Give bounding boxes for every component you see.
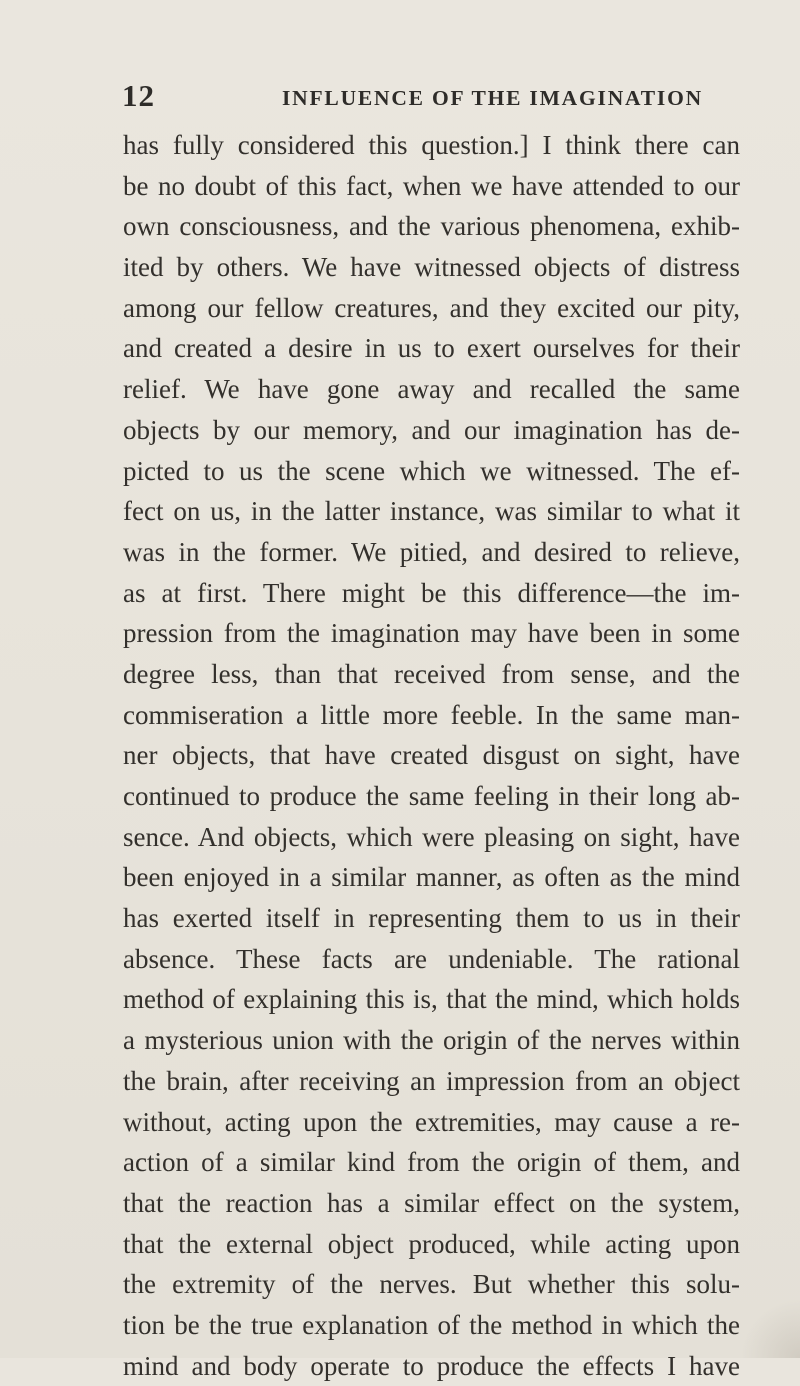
text-line: that the external object produced, while acting upon [123, 1228, 740, 1259]
text-line: mind and body operate to produce the effects I have [123, 1350, 740, 1381]
body-text [123, 125, 740, 1386]
page-header [0, 78, 800, 118]
text-line: that the reaction has a similar effect on the system, [123, 1187, 740, 1218]
text-line: has fully considered this question.] I think there can [123, 130, 740, 160]
text-line: absence. These facts are undeniable. The rational [123, 943, 740, 974]
text-line: fect on us, in the latter instance, was similar to what it [123, 496, 740, 527]
text-line: ner objects, that have created disgust on sight, have [123, 740, 740, 771]
text-line: tion be the true explanation of the method in which the [123, 1309, 740, 1340]
text-line: was in the former. We pitied, and desired to relieve, [123, 536, 740, 567]
text-line: sence. And objects, which were pleasing on sight, have [123, 821, 740, 852]
text-line: picted to us the scene which we witnessed. The ef- [123, 455, 740, 486]
text-line: degree less, than that received from sense, and the [123, 658, 740, 689]
running-head: INFLUENCE OF THE IMAGINATION [282, 86, 703, 110]
text-line: has exerted itself in representing them to us in their [123, 903, 740, 934]
text-line: been enjoyed in a similar manner, as often as the mind [123, 862, 740, 893]
text-line: without, acting upon the extremities, may cause a re- [123, 1106, 740, 1137]
text-line: action of a similar kind from the origin of them, and [123, 1147, 740, 1178]
text-line: continued to produce the same feeling in their long ab- [123, 781, 740, 811]
text-line: commiseration a little more feeble. In the same man- [123, 699, 740, 730]
text-line: method of explaining this is, that the mind, which holds [123, 984, 740, 1015]
text-line: a mysterious union with the origin of the nerves within [123, 1025, 740, 1056]
text-line: objects by our memory, and our imagination has de- [123, 414, 740, 445]
text-line: among our fellow creatures, and they excited our pity, [123, 292, 740, 323]
text-line: pression from the imagination may have been in some [123, 618, 740, 649]
text-line: be no doubt of this fact, when we have attended to our [123, 170, 740, 201]
text-line: ited by others. We have witnessed objects of distress [123, 252, 740, 283]
text-line: own consciousness, and the various phenomena, exhib- [123, 211, 740, 242]
text-line: and created a desire in us to exert ourselves for their [123, 333, 740, 364]
text-line: the brain, after receiving an impression from an object [123, 1065, 740, 1096]
page-number: 12 [122, 78, 155, 113]
text-line: the extremity of the nerves. But whether this solu- [123, 1269, 740, 1300]
text-line: as at first. There might be this difference—the im- [123, 577, 740, 608]
text-line: relief. We have gone away and recalled the same [123, 374, 740, 405]
paper-smudge [740, 1298, 800, 1358]
